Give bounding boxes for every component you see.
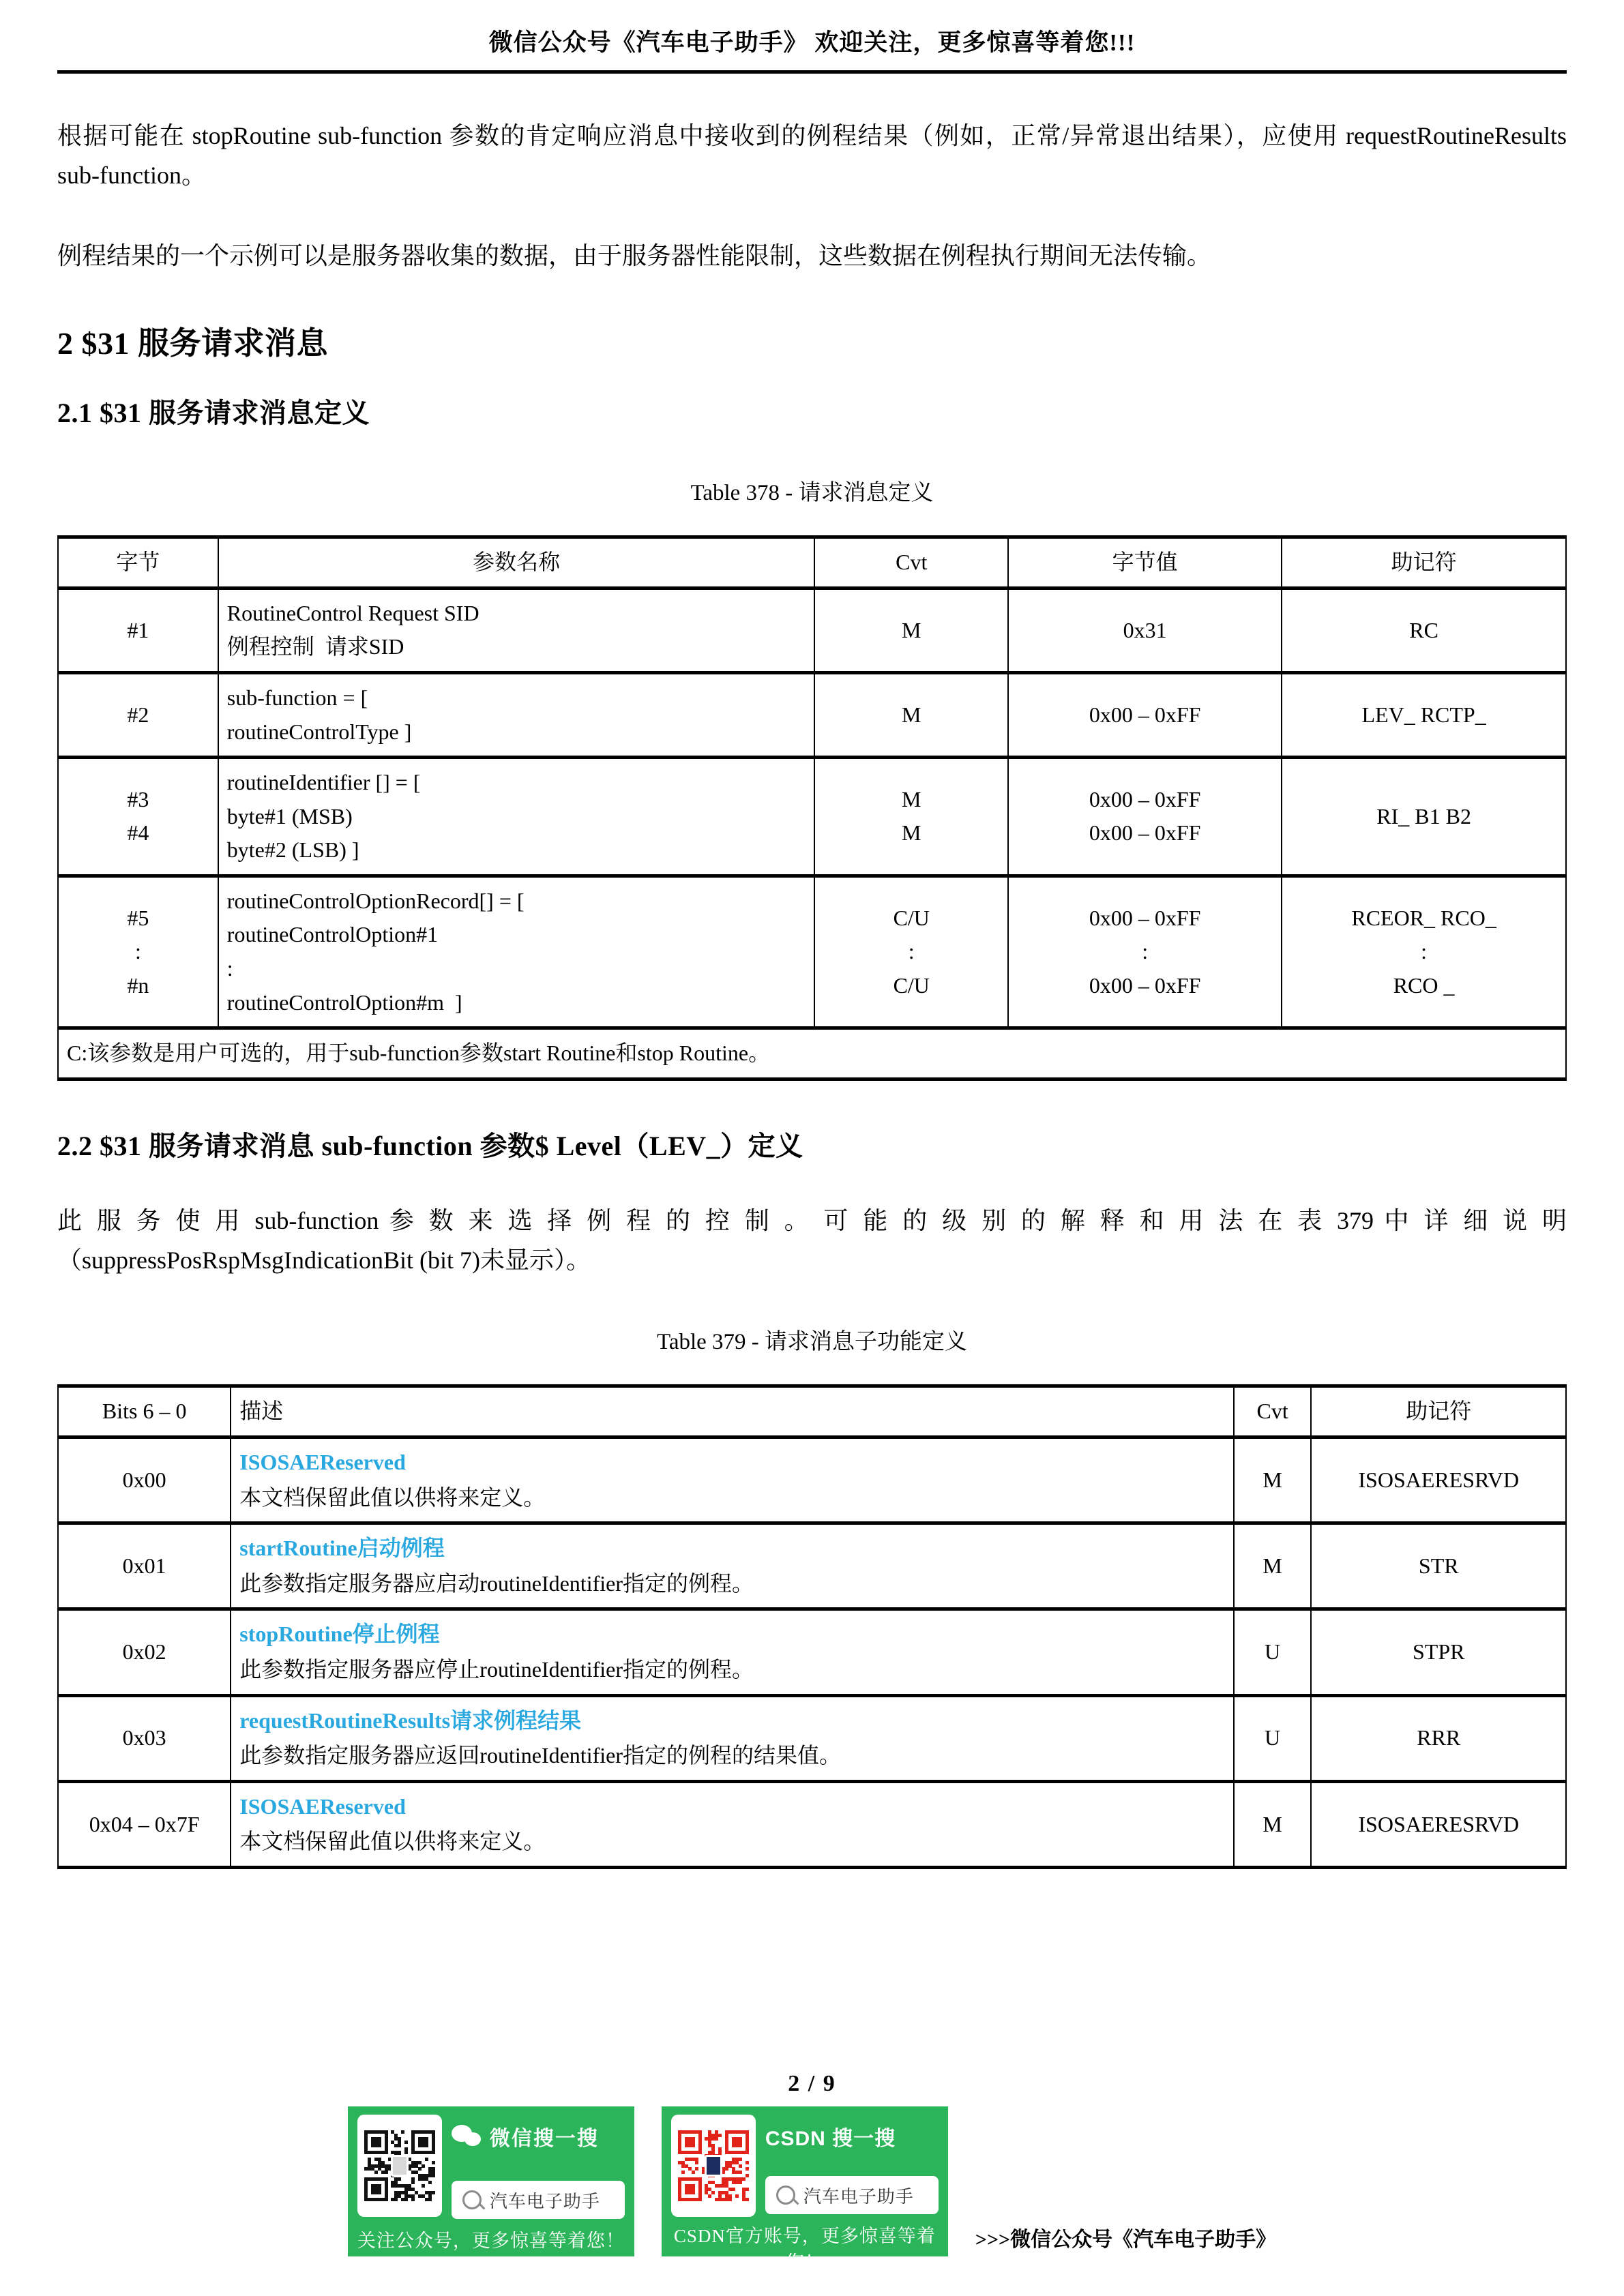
byte-line: #n bbox=[127, 972, 149, 998]
value-line: 0x00 – 0xFF bbox=[1089, 972, 1201, 998]
description-body: 此参数指定服务器应停止routineIdentifier指定的例程。 bbox=[239, 1656, 754, 1682]
cell-description bbox=[231, 1437, 1233, 1523]
cell-mnemonic: RRR bbox=[1311, 1695, 1566, 1781]
description-body: 本文档保留此值以供将来定义。 bbox=[239, 1485, 546, 1510]
byte-line: #5 bbox=[127, 905, 149, 930]
mnemonic-line: RCEOR_ RCO_ bbox=[1351, 905, 1496, 930]
th-cvt: Cvt bbox=[1234, 1386, 1312, 1437]
mnemonic-line: : bbox=[1421, 939, 1428, 964]
cell-param-name bbox=[218, 588, 815, 672]
param-line: RoutineControl Request SID bbox=[226, 600, 479, 625]
description-title: ISOSAEReserved bbox=[239, 1793, 406, 1819]
param-line: routineControlOption#m ] bbox=[226, 989, 462, 1015]
value-line: 0x00 – 0xFF bbox=[1089, 905, 1201, 930]
wechat-brand-line bbox=[452, 2119, 625, 2154]
page-footer bbox=[0, 2071, 1624, 2296]
cell-byte bbox=[58, 758, 218, 876]
wechat-search-value: 汽车电子助手 bbox=[489, 2190, 600, 2211]
cvt-line: M bbox=[902, 820, 921, 846]
th-byte: 字节 bbox=[58, 537, 218, 588]
table-row bbox=[58, 672, 1566, 757]
heading-section-2-1: 2.1 $31 服务请求消息定义 bbox=[57, 398, 370, 429]
description-body: 本文档保留此值以供将来定义。 bbox=[239, 1829, 546, 1854]
cell-mnemonic: STPR bbox=[1311, 1609, 1566, 1695]
cell-param-name bbox=[218, 672, 815, 757]
cvt-line: C/U bbox=[893, 905, 930, 930]
cell-mnemonic: RI_ B1 B2 bbox=[1282, 758, 1566, 876]
description-title: ISOSAEReserved bbox=[239, 1449, 406, 1474]
value-line: : bbox=[1142, 939, 1149, 964]
csdn-search-value: 汽车电子助手 bbox=[803, 2186, 914, 2207]
value-line: 0x00 – 0xFF bbox=[1089, 820, 1201, 846]
mnemonic-line: RCO _ bbox=[1393, 972, 1455, 998]
table-378 bbox=[57, 535, 1567, 1081]
heading-section-2-2: 2.2 $31 服务请求消息 sub-function 参数$ Level（LEV_）定义 bbox=[57, 1130, 803, 1161]
cell-bits: 0x00 bbox=[58, 1437, 231, 1523]
cell-cvt: M bbox=[1234, 1523, 1312, 1609]
promo-note: >>>微信公众号《汽车电子助手》 bbox=[975, 2228, 1277, 2251]
cell-description bbox=[231, 1609, 1233, 1695]
wechat-brand-label: 微信搜一搜 bbox=[489, 2128, 599, 2150]
description-title: requestRoutineResults请求例程结果 bbox=[239, 1708, 582, 1733]
cell-param-name bbox=[218, 758, 815, 876]
table-379-header-row bbox=[58, 1386, 1566, 1437]
param-line: routineControlType ] bbox=[226, 719, 412, 744]
table-379 bbox=[57, 1384, 1567, 1869]
description-title: stopRoutine停止例程 bbox=[239, 1622, 440, 1647]
search-icon bbox=[462, 2190, 482, 2209]
qr-box-wechat bbox=[357, 2115, 442, 2217]
table-row bbox=[58, 1437, 1566, 1523]
cell-bits: 0x04 – 0x7F bbox=[58, 1781, 231, 1867]
cvt-line: C/U bbox=[893, 972, 930, 998]
th-mnemonic: 助记符 bbox=[1282, 537, 1566, 588]
cell-cvt: M bbox=[814, 672, 1008, 757]
csdn-tagline: CSDN官方账号，更多惊喜等着您！ bbox=[673, 2226, 936, 2273]
table-378-caption: Table 378 - 请求消息定义 bbox=[690, 481, 934, 506]
description-title: startRoutine启动例程 bbox=[239, 1536, 445, 1561]
cell-byte-value: 0x00 – 0xFF bbox=[1008, 672, 1282, 757]
cell-cvt: M bbox=[1234, 1437, 1312, 1523]
param-line: routineIdentifier [] = [ bbox=[226, 770, 421, 795]
param-line: routineControlOption#1 bbox=[226, 922, 439, 947]
promo-card-csdn[interactable] bbox=[662, 2106, 948, 2273]
table-378-footnote-row bbox=[58, 1028, 1566, 1079]
table-row bbox=[58, 1695, 1566, 1781]
param-line: 例程控制 请求SID bbox=[226, 634, 404, 659]
cell-byte-value bbox=[1008, 876, 1282, 1028]
cell-mnemonic: RC bbox=[1282, 588, 1566, 672]
csdn-brand-label: CSDN 搜一搜 bbox=[765, 2128, 896, 2150]
cvt-line: M bbox=[902, 786, 921, 811]
wechat-tagline: 关注公众号，更多惊喜等着您！ bbox=[357, 2231, 625, 2251]
promo-right bbox=[765, 2115, 939, 2217]
cell-bits: 0x02 bbox=[58, 1609, 231, 1695]
param-line: : bbox=[226, 956, 233, 981]
cell-cvt: U bbox=[1234, 1609, 1312, 1695]
table-row bbox=[58, 1781, 1566, 1867]
table-row bbox=[58, 758, 1566, 876]
cell-byte-value: 0x31 bbox=[1008, 588, 1282, 672]
cell-mnemonic bbox=[1282, 876, 1566, 1028]
table-row bbox=[58, 1523, 1566, 1609]
qr-center-logo bbox=[391, 2155, 409, 2177]
page-number: 2 / 9 bbox=[788, 2071, 836, 2096]
wechat-search-pill[interactable] bbox=[452, 2181, 625, 2219]
cell-mnemonic: ISOSAERESRVD bbox=[1311, 1437, 1566, 1523]
qr-center-logo bbox=[705, 2155, 722, 2177]
cell-byte bbox=[58, 876, 218, 1028]
th-byte-value: 字节值 bbox=[1008, 537, 1282, 588]
cell-cvt bbox=[814, 876, 1008, 1028]
heading-section-2: 2 $31 服务请求消息 bbox=[57, 326, 328, 361]
search-icon bbox=[776, 2186, 795, 2205]
qr-box-csdn bbox=[671, 2115, 756, 2217]
cell-byte-value bbox=[1008, 758, 1282, 876]
cell-cvt: U bbox=[1234, 1695, 1312, 1781]
paragraph-3: 此 服 务 使 用 sub-function 参 数 来 选 择 例 程 的 控 制 。 可 能 的 级 别 的 解 释 和 用 法 在 表 379 中 详 细 说 明（suppressPosRspMsgIndicationBit (bit 7)未显示）。 bbox=[57, 1206, 1567, 1274]
th-cvt: Cvt bbox=[814, 537, 1008, 588]
wechat-icon bbox=[452, 2125, 483, 2148]
param-line: byte#2 (LSB) ] bbox=[226, 837, 359, 863]
byte-line: #4 bbox=[127, 820, 149, 846]
table-row bbox=[58, 588, 1566, 672]
param-line: sub-function = [ bbox=[226, 685, 368, 710]
csdn-search-pill[interactable] bbox=[765, 2176, 939, 2214]
promo-card-wechat[interactable] bbox=[348, 2106, 634, 2256]
promo-row bbox=[0, 2106, 1624, 2273]
cell-description bbox=[231, 1523, 1233, 1609]
promo-main bbox=[671, 2115, 939, 2217]
th-param-name: 参数名称 bbox=[218, 537, 815, 588]
qr-code-icon bbox=[364, 2130, 435, 2201]
param-line: byte#1 (MSB) bbox=[226, 803, 353, 829]
cell-byte: #1 bbox=[58, 588, 218, 672]
th-mnemonic: 助记符 bbox=[1311, 1386, 1566, 1437]
cell-description bbox=[231, 1695, 1233, 1781]
value-line: 0x00 – 0xFF bbox=[1089, 786, 1201, 811]
csdn-brand-line bbox=[765, 2119, 939, 2154]
promo-main bbox=[357, 2115, 625, 2222]
running-header: 微信公众号《汽车电子助手》 欢迎关注，更多惊喜等着您!!! bbox=[488, 29, 1136, 56]
th-description: 描述 bbox=[231, 1386, 1233, 1437]
param-line: routineControlOptionRecord[] = [ bbox=[226, 888, 525, 913]
cvt-line: : bbox=[908, 939, 915, 964]
cell-description bbox=[231, 1781, 1233, 1867]
qr-code-icon bbox=[678, 2130, 749, 2201]
table-378-header-row bbox=[58, 537, 1566, 588]
paragraph-1: 根据可能在 stopRoutine sub-function 参数的肯定响应消息中接收到的例程结果（例如，正常/异常退出结果），应使用 requestRoutineResults sub-function。 bbox=[57, 121, 1567, 189]
cell-cvt bbox=[814, 758, 1008, 876]
table-378-footnote: C:该参数是用户可选的，用于sub-function参数start Routine和stop Routine。 bbox=[58, 1028, 1566, 1079]
cell-mnemonic: ISOSAERESRVD bbox=[1311, 1781, 1566, 1867]
cell-cvt: M bbox=[1234, 1781, 1312, 1867]
cell-mnemonic: LEV_ RCTP_ bbox=[1282, 672, 1566, 757]
cell-param-name bbox=[218, 876, 815, 1028]
document-content bbox=[0, 74, 1624, 1869]
byte-line: #3 bbox=[127, 786, 149, 811]
table-row bbox=[58, 1609, 1566, 1695]
cell-bits: 0x01 bbox=[58, 1523, 231, 1609]
cell-cvt: M bbox=[814, 588, 1008, 672]
th-bits: Bits 6 – 0 bbox=[58, 1386, 231, 1437]
cell-mnemonic: STR bbox=[1311, 1523, 1566, 1609]
paragraph-2: 例程结果的一个示例可以是服务器收集的数据，由于服务器性能限制，这些数据在例程执行期间无法传输。 bbox=[57, 242, 1212, 270]
cell-byte: #2 bbox=[58, 672, 218, 757]
description-body: 此参数指定服务器应启动routineIdentifier指定的例程。 bbox=[239, 1570, 754, 1596]
table-row bbox=[58, 876, 1566, 1028]
byte-line: : bbox=[134, 939, 141, 964]
promo-right bbox=[452, 2115, 625, 2222]
description-body: 此参数指定服务器应返回routineIdentifier指定的例程的结果值。 bbox=[239, 1743, 841, 1768]
table-379-caption: Table 379 - 请求消息子功能定义 bbox=[656, 1330, 968, 1355]
cell-bits: 0x03 bbox=[58, 1695, 231, 1781]
